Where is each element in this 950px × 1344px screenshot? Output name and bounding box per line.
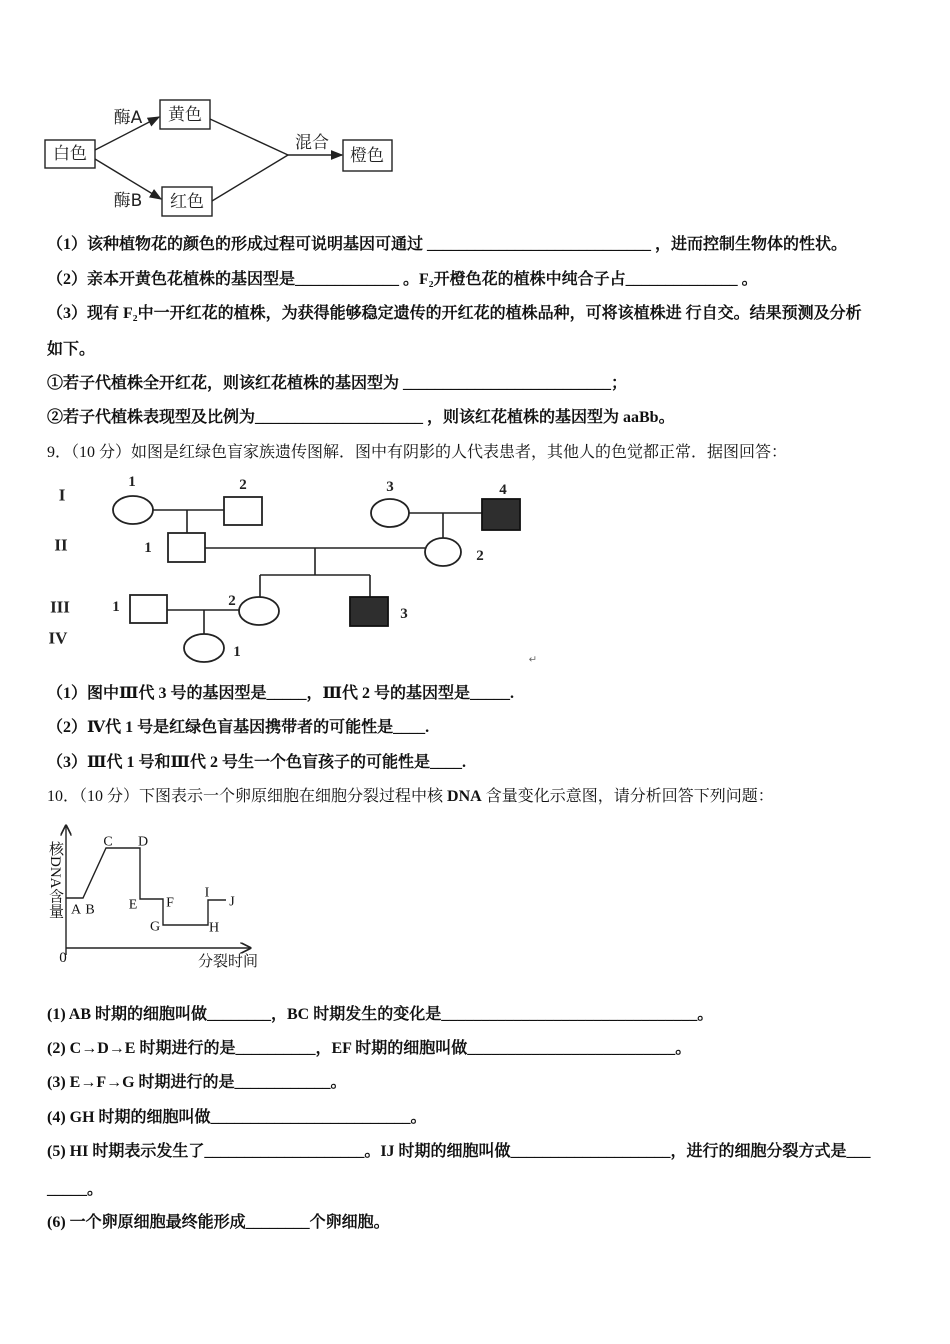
point-label-i: I [204,885,210,901]
line-red-to-mix [212,155,288,201]
color-blindness-pedigree [40,470,550,675]
q8-part1: （1）该种植物花的颜色的形成过程可说明基因可通过 ____________________________ ，进而控制生物体的性状。 [47,236,848,253]
white-flower-label: 白色 [53,144,87,164]
q9-stem: 9．（10 分）如图是红绿色盲家族遗传图解．图中有阴影的人代表患者，其他人的色觉都正常．据图回答： [47,444,788,461]
q10-stem-after: 含量变化示意图，请分析回答下列问题： [481,788,774,805]
q10-part1: (1) AB 时期的细胞叫做________，BC 时期发生的变化是________________________________。 [47,1006,714,1023]
q8-part3-line1: （3）现有 F₂中一开红花的植株，为获得能够稳定遗传的开红花的植株品种，可将该植株进 行自交。结果预测及分析 [47,305,862,322]
x-axis-label: 分裂时间 [197,954,259,970]
point-label-f: F [166,895,174,911]
q9-part3: （3）Ⅲ代 1 号和Ⅲ代 2 号生一个色盲孩子的可能性是____. [47,754,466,771]
individual-IV-1-number: 1 [233,644,241,660]
dna-content-graph [40,820,280,975]
individual-I-3-female [371,499,409,527]
q10-part5-line2: _____。 [47,1181,104,1198]
q10-part2: (2) C→D→E 时期进行的是__________，EF 时期的细胞叫做__________________________。 [47,1040,692,1057]
point-label-e: E [128,897,138,913]
enzyme-a-label: 酶A [113,108,143,128]
q10-stem-before: 10．（10 分）下图表示一个卵原细胞在细胞分裂过程中核 [47,788,448,805]
individual-III-2-number: 2 [228,593,236,609]
generation-label-4: IV [48,628,68,648]
flower-color-flow-diagram [40,95,410,225]
individual-III-1-male [130,595,167,623]
orange-flower-label: 橙色 [350,146,384,166]
individual-I-1-number: 1 [128,474,136,490]
point-label-j: J [229,894,235,910]
point-label-a: A [70,902,82,918]
individual-II-1-male [168,533,205,562]
point-label-d: D [137,834,149,850]
individual-III-1-number: 1 [112,599,120,615]
individual-I-3-number: 3 [386,479,394,495]
q8-part3-line2: 如下。 [47,341,96,358]
individual-I-2-number: 2 [239,477,247,493]
q10-part6: (6) 一个卵原细胞最终能形成________个卵细胞。 [47,1214,390,1231]
point-label-c: C [103,834,113,850]
point-label-g: G [149,919,161,935]
yellow-flower-label: 黄色 [168,105,202,125]
individual-III-3-number: 3 [400,606,408,622]
generation-label-3: III [50,597,70,617]
line-yellow-to-mix [210,119,288,155]
generation-label-2: II [54,535,68,555]
q8-result2: ②若子代植株表现型及比例为_____________________ ，则该红花植株的基因型为 aaBb。 [47,409,675,426]
individual-I-4-number: 4 [499,482,507,498]
individual-I-2-male [224,497,262,525]
enzyme-b-label: 酶B [113,191,143,211]
individual-I-1-female [113,496,153,524]
individual-II-1-number: 1 [144,540,152,556]
q8-result1: ①若子代植株全开红花，则该红花植株的基因型为 __________________________； [47,375,628,392]
return-mark: ↵ [528,654,538,666]
point-label-b: B [85,902,95,918]
origin-label: 0 [59,950,67,966]
q10-stem-dna: DNA [447,788,482,805]
individual-II-2-number: 2 [476,548,484,564]
q10-stem [47,787,774,807]
individual-III-2-female [239,597,279,625]
generation-label-1: I [58,485,66,505]
q10-part5-line1: (5) HI 时期表示发生了____________________。IJ 时期的细胞叫做____________________，进行的细胞分裂方式是___ [47,1143,871,1160]
mix-label: 混合 [295,133,329,153]
individual-IV-1-female [184,634,224,662]
point-label-h: H [208,920,220,936]
q9-part1: （1）图中Ⅲ代 3 号的基因型是_____，Ⅲ代 2 号的基因型是_____. [47,685,514,702]
individual-II-2-female [425,538,461,566]
individual-III-3-affected-male [350,597,388,626]
q8-part2: （2）亲本开黄色花植株的基因型是_____________ 。F₂开橙色花的植株中纯合子占______________ 。 [47,271,758,288]
red-flower-label: 红色 [170,192,204,212]
dna-graph-y-axis-label: 核DNA含量 [47,841,63,919]
q10-part4: (4) GH 时期的细胞叫做_________________________。 [47,1109,427,1126]
q9-part2: （2）Ⅳ代 1 号是红绿色盲基因携带者的可能性是____. [47,719,430,736]
individual-I-4-affected-male [482,499,520,530]
q10-part3: (3) E→F→G 时期进行的是____________。 [47,1074,347,1091]
